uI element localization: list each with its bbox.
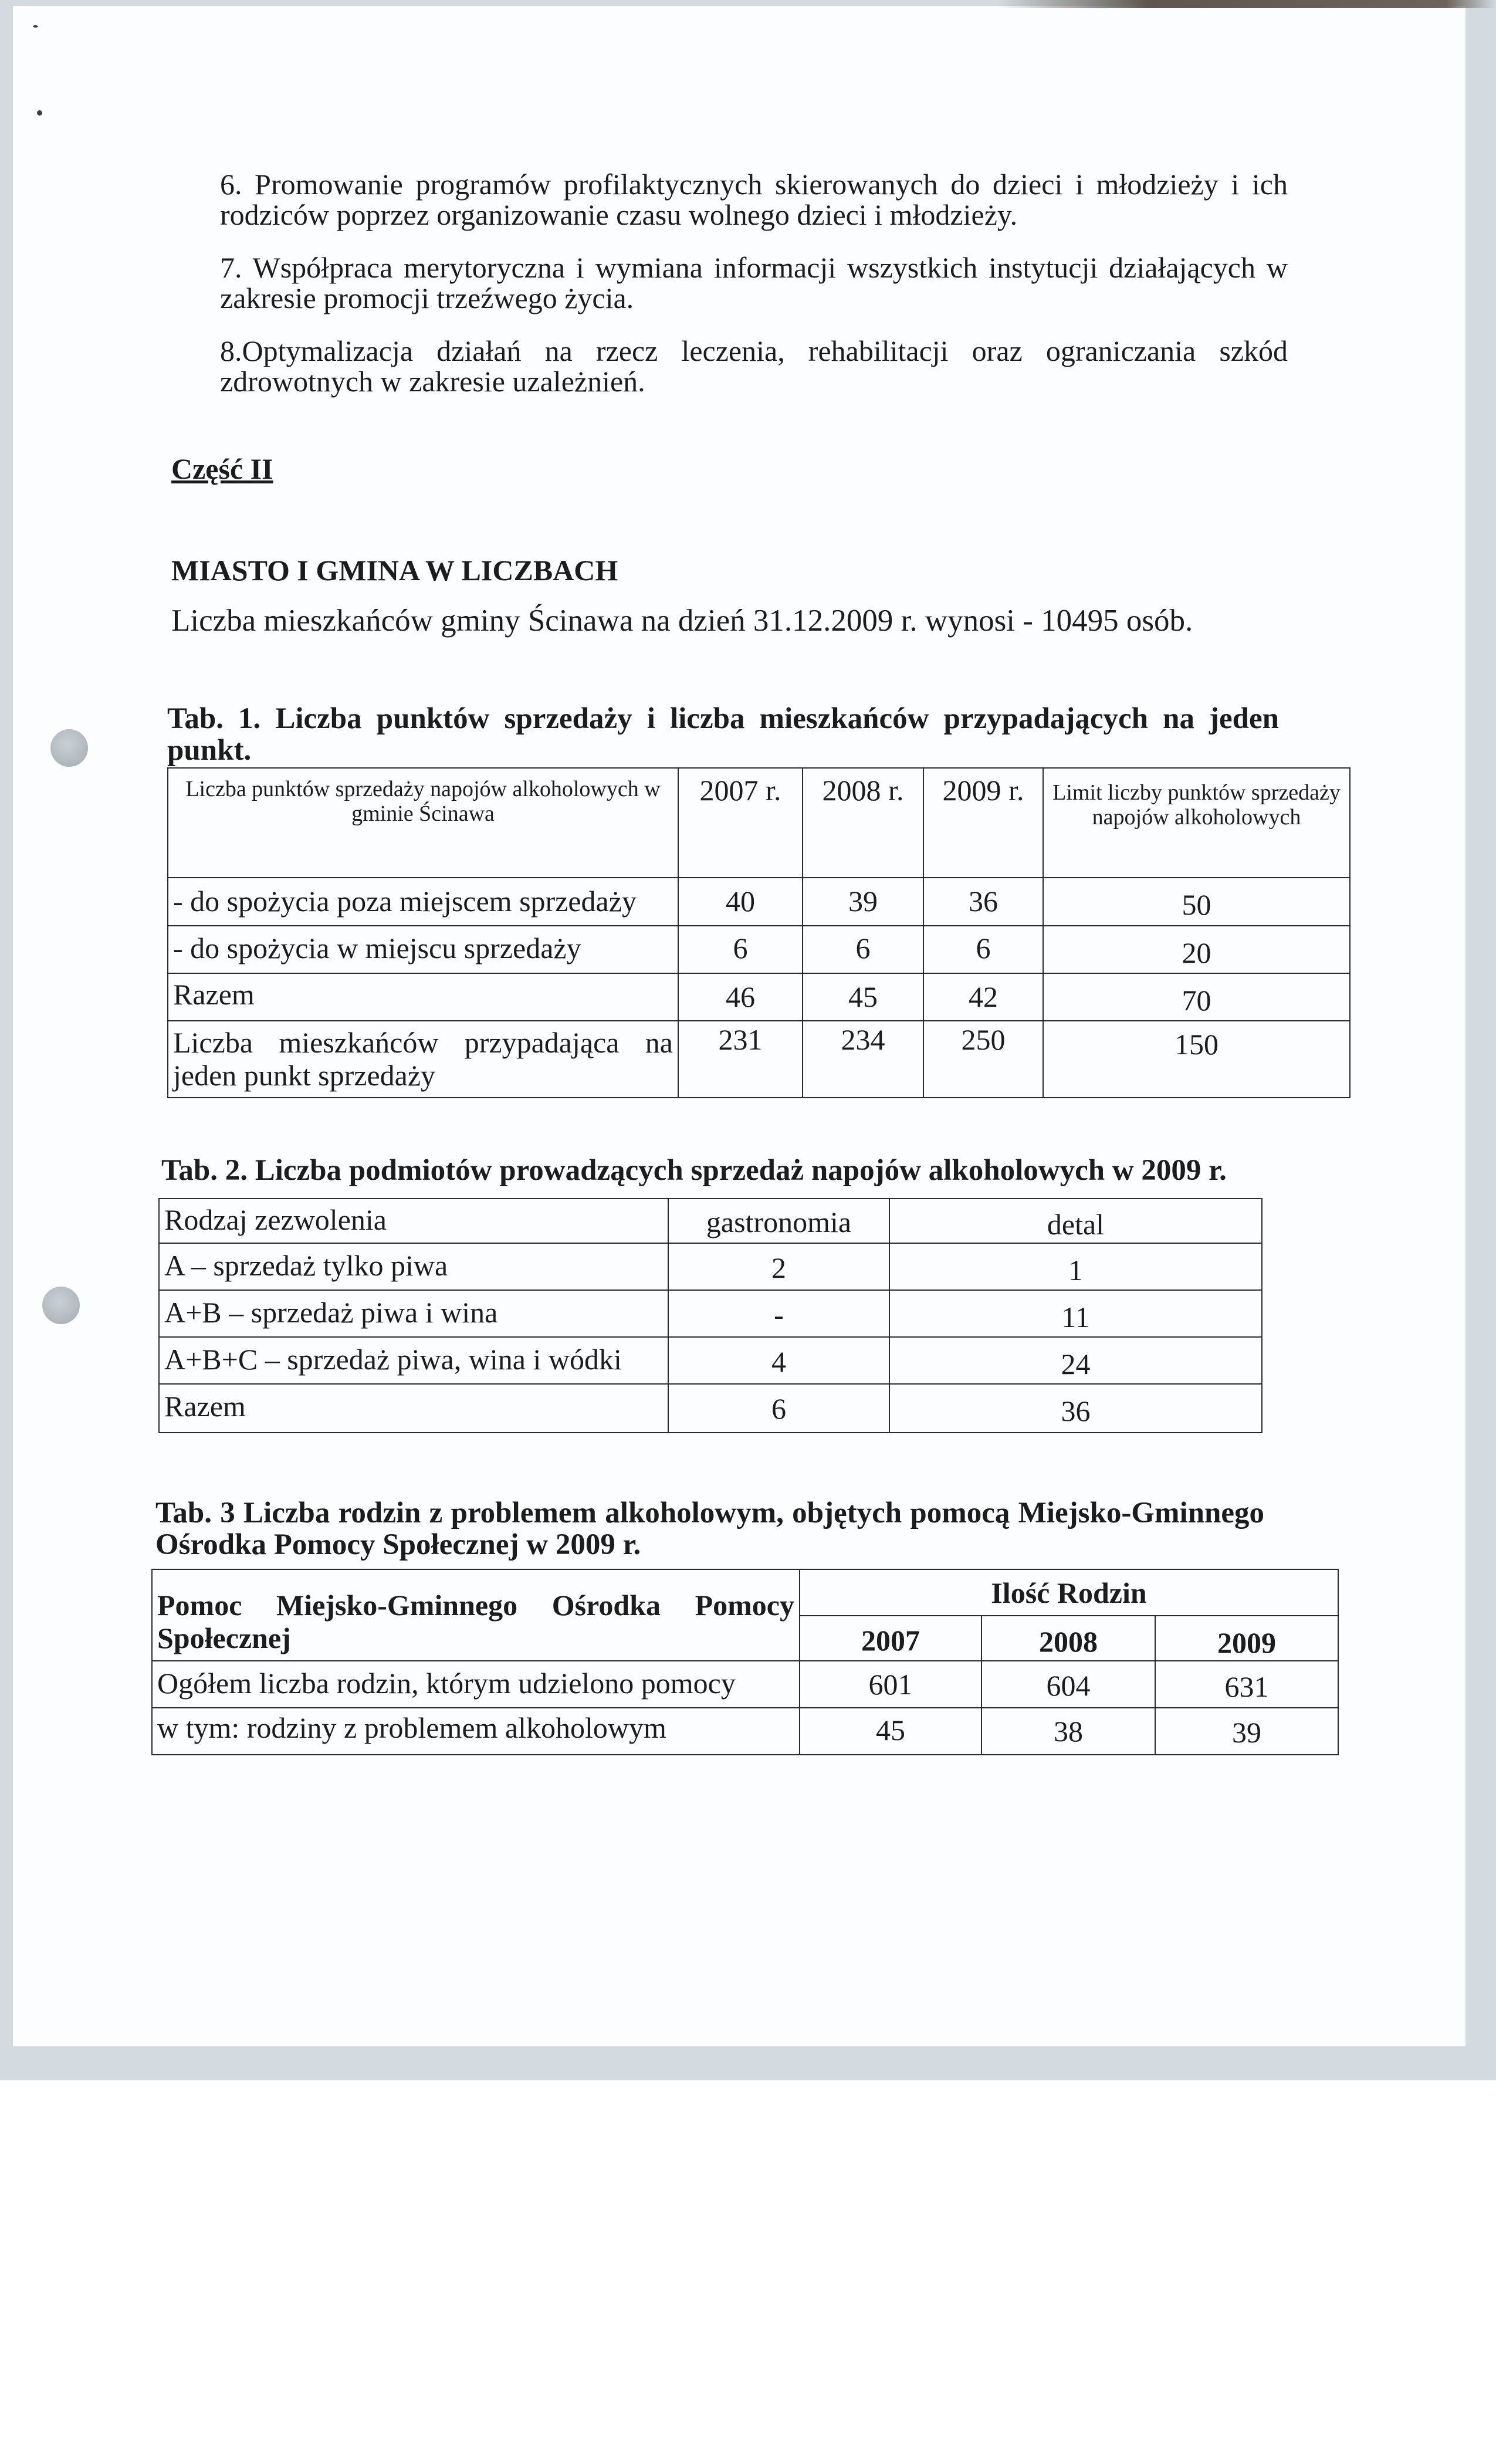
header-cell: Limit liczby punktów sprzedaży napojów alkoholowych — [1043, 768, 1350, 878]
table-header-row — [159, 1199, 1262, 1243]
cell-value: 20 — [1043, 926, 1350, 973]
row-label: - do spożycia poza miejscem sprzedaży — [168, 878, 678, 926]
cell-value: 38 — [981, 1708, 1155, 1755]
cell-value: 50 — [1043, 878, 1350, 926]
section-heading: MIASTO I GMINA W LICZBACH — [171, 554, 618, 587]
cell-value: 42 — [923, 973, 1043, 1021]
table-header-row — [152, 1569, 1338, 1616]
cell-value: 46 — [678, 973, 803, 1021]
row-label: w tym: rodziny z problemem alkoholowym — [152, 1708, 800, 1755]
cell-value: 24 — [889, 1337, 1262, 1384]
table-row — [159, 1243, 1262, 1290]
row-label: - do spożycia w miejscu sprzedaży — [168, 926, 678, 973]
cell-value: 604 — [981, 1661, 1155, 1708]
table3-title-line: Tab. 3 Liczba rodzin z problemem alkoholowym, objętych pomocą Miejsko-Gminnego — [155, 1497, 1264, 1529]
population-statement: Liczba mieszkańców gminy Ścinawa na dzień 31.12.2009 r. wynosi - 10495 osób. — [171, 604, 1193, 638]
cell-value: 39 — [803, 878, 923, 926]
row-label: A+B+C – sprzedaż piwa, wina i wódki — [159, 1337, 668, 1384]
punch-hole-icon — [42, 1287, 80, 1324]
header-cell: 2008 r. — [803, 768, 923, 878]
table-row — [152, 1708, 1338, 1755]
header-cell: Rodzaj zezwolenia — [159, 1199, 668, 1243]
table1-title-line: punkt. — [167, 734, 252, 767]
cell-value: 234 — [803, 1021, 923, 1098]
ink-speck — [33, 25, 38, 28]
list-item-line: 6. Promowanie programów profilaktycznych skierowanych do dzieci i młodzieży i ich — [220, 168, 1288, 201]
header-cell: 2007 r. — [678, 768, 803, 878]
header-cell: Liczba punktów sprzedaży napojów alkoholowych w gminie Ścinawa — [168, 768, 678, 878]
cell-value: 45 — [800, 1708, 981, 1755]
row-label: A+B – sprzedaż piwa i wina — [159, 1290, 668, 1337]
table-row — [168, 1021, 1350, 1098]
table-header-row — [168, 768, 1350, 878]
table3-title-line: Ośrodka Pomocy Społecznej w 2009 r. — [155, 1528, 641, 1561]
table-row — [152, 1661, 1338, 1708]
header-cell: detal — [889, 1199, 1262, 1243]
table3-title — [155, 1497, 1264, 1561]
list-item-line: zakresie promocji trzeźwego życia. — [220, 282, 634, 314]
cell-value: 6 — [668, 1384, 889, 1433]
list-item-line: 7. Współpraca merytoryczna i wymiana informacji wszystkich instytucji działających w — [220, 251, 1288, 284]
row-label: Ogółem liczba rodzin, którym udzielono pomocy — [152, 1661, 800, 1708]
table-row — [168, 973, 1350, 1021]
list-item-6 — [220, 169, 1288, 230]
header-group-cell: Ilość Rodzin — [800, 1569, 1338, 1616]
part-heading: Część II — [171, 452, 273, 485]
cell-value: 250 — [923, 1021, 1043, 1098]
table-row — [159, 1384, 1262, 1433]
list-item-8 — [220, 336, 1288, 397]
cell-value: 70 — [1043, 973, 1350, 1021]
cell-value: 4 — [668, 1337, 889, 1384]
list-item-line: 8.Optymalizacja działań na rzecz leczenia, rehabilitacji oraz ograniczania szkód — [220, 334, 1288, 367]
cell-value: 2 — [668, 1243, 889, 1290]
cell-value: 231 — [678, 1021, 803, 1098]
header-cell: 2007 — [800, 1616, 981, 1661]
table1-title — [167, 703, 1279, 766]
table-row — [159, 1290, 1262, 1337]
cell-value: 11 — [889, 1290, 1262, 1337]
row-label: Razem — [159, 1384, 668, 1433]
table2-title: Tab. 2. Liczba podmiotów prowadzących sprzedaż napojów alkoholowych w 2009 r. — [161, 1154, 1227, 1187]
cell-value: 6 — [678, 926, 803, 973]
table1-sales-points — [167, 767, 1351, 1098]
table-row — [168, 926, 1350, 973]
ink-speck — [37, 110, 42, 116]
table3-families — [151, 1569, 1339, 1755]
table1-title-line: Tab. 1. Liczba punktów sprzedaży i liczba mieszkańców przypadających na jeden — [167, 702, 1279, 735]
cell-value: 150 — [1043, 1021, 1350, 1098]
cell-value: 1 — [889, 1243, 1262, 1290]
row-label: Razem — [168, 973, 678, 1021]
row-label: A – sprzedaż tylko piwa — [159, 1243, 668, 1290]
header-cell: Pomoc Miejsko-Gminnego Ośrodka Pomocy Społecznej — [152, 1569, 800, 1661]
header-cell: 2009 r. — [923, 768, 1043, 878]
list-item-line: rodziców poprzez organizowanie czasu wolnego dzieci i młodzieży. — [220, 198, 1018, 231]
table-row — [168, 878, 1350, 926]
cell-value: 45 — [803, 973, 923, 1021]
cell-value: 36 — [889, 1384, 1262, 1433]
punch-hole-icon — [50, 729, 88, 767]
cell-value: 36 — [923, 878, 1043, 926]
header-cell: 2009 — [1155, 1616, 1338, 1661]
header-cell: gastronomia — [668, 1199, 889, 1243]
cell-value: 601 — [800, 1661, 981, 1708]
list-item-7 — [220, 252, 1288, 313]
cell-value: - — [668, 1290, 889, 1337]
row-label: Liczba mieszkańców przypadająca na jeden punkt sprzedaży — [168, 1021, 678, 1098]
cell-value: 40 — [678, 878, 803, 926]
header-cell: 2008 — [981, 1616, 1155, 1661]
list-item-line: zdrowotnych w zakresie uzależnień. — [220, 365, 645, 398]
cell-value: 631 — [1155, 1661, 1338, 1708]
scanner-edge-shadow — [997, 0, 1496, 8]
table-row — [159, 1337, 1262, 1384]
cell-value: 39 — [1155, 1708, 1338, 1755]
cell-value: 6 — [923, 926, 1043, 973]
table2-licenses — [158, 1198, 1263, 1433]
cell-value: 6 — [803, 926, 923, 973]
